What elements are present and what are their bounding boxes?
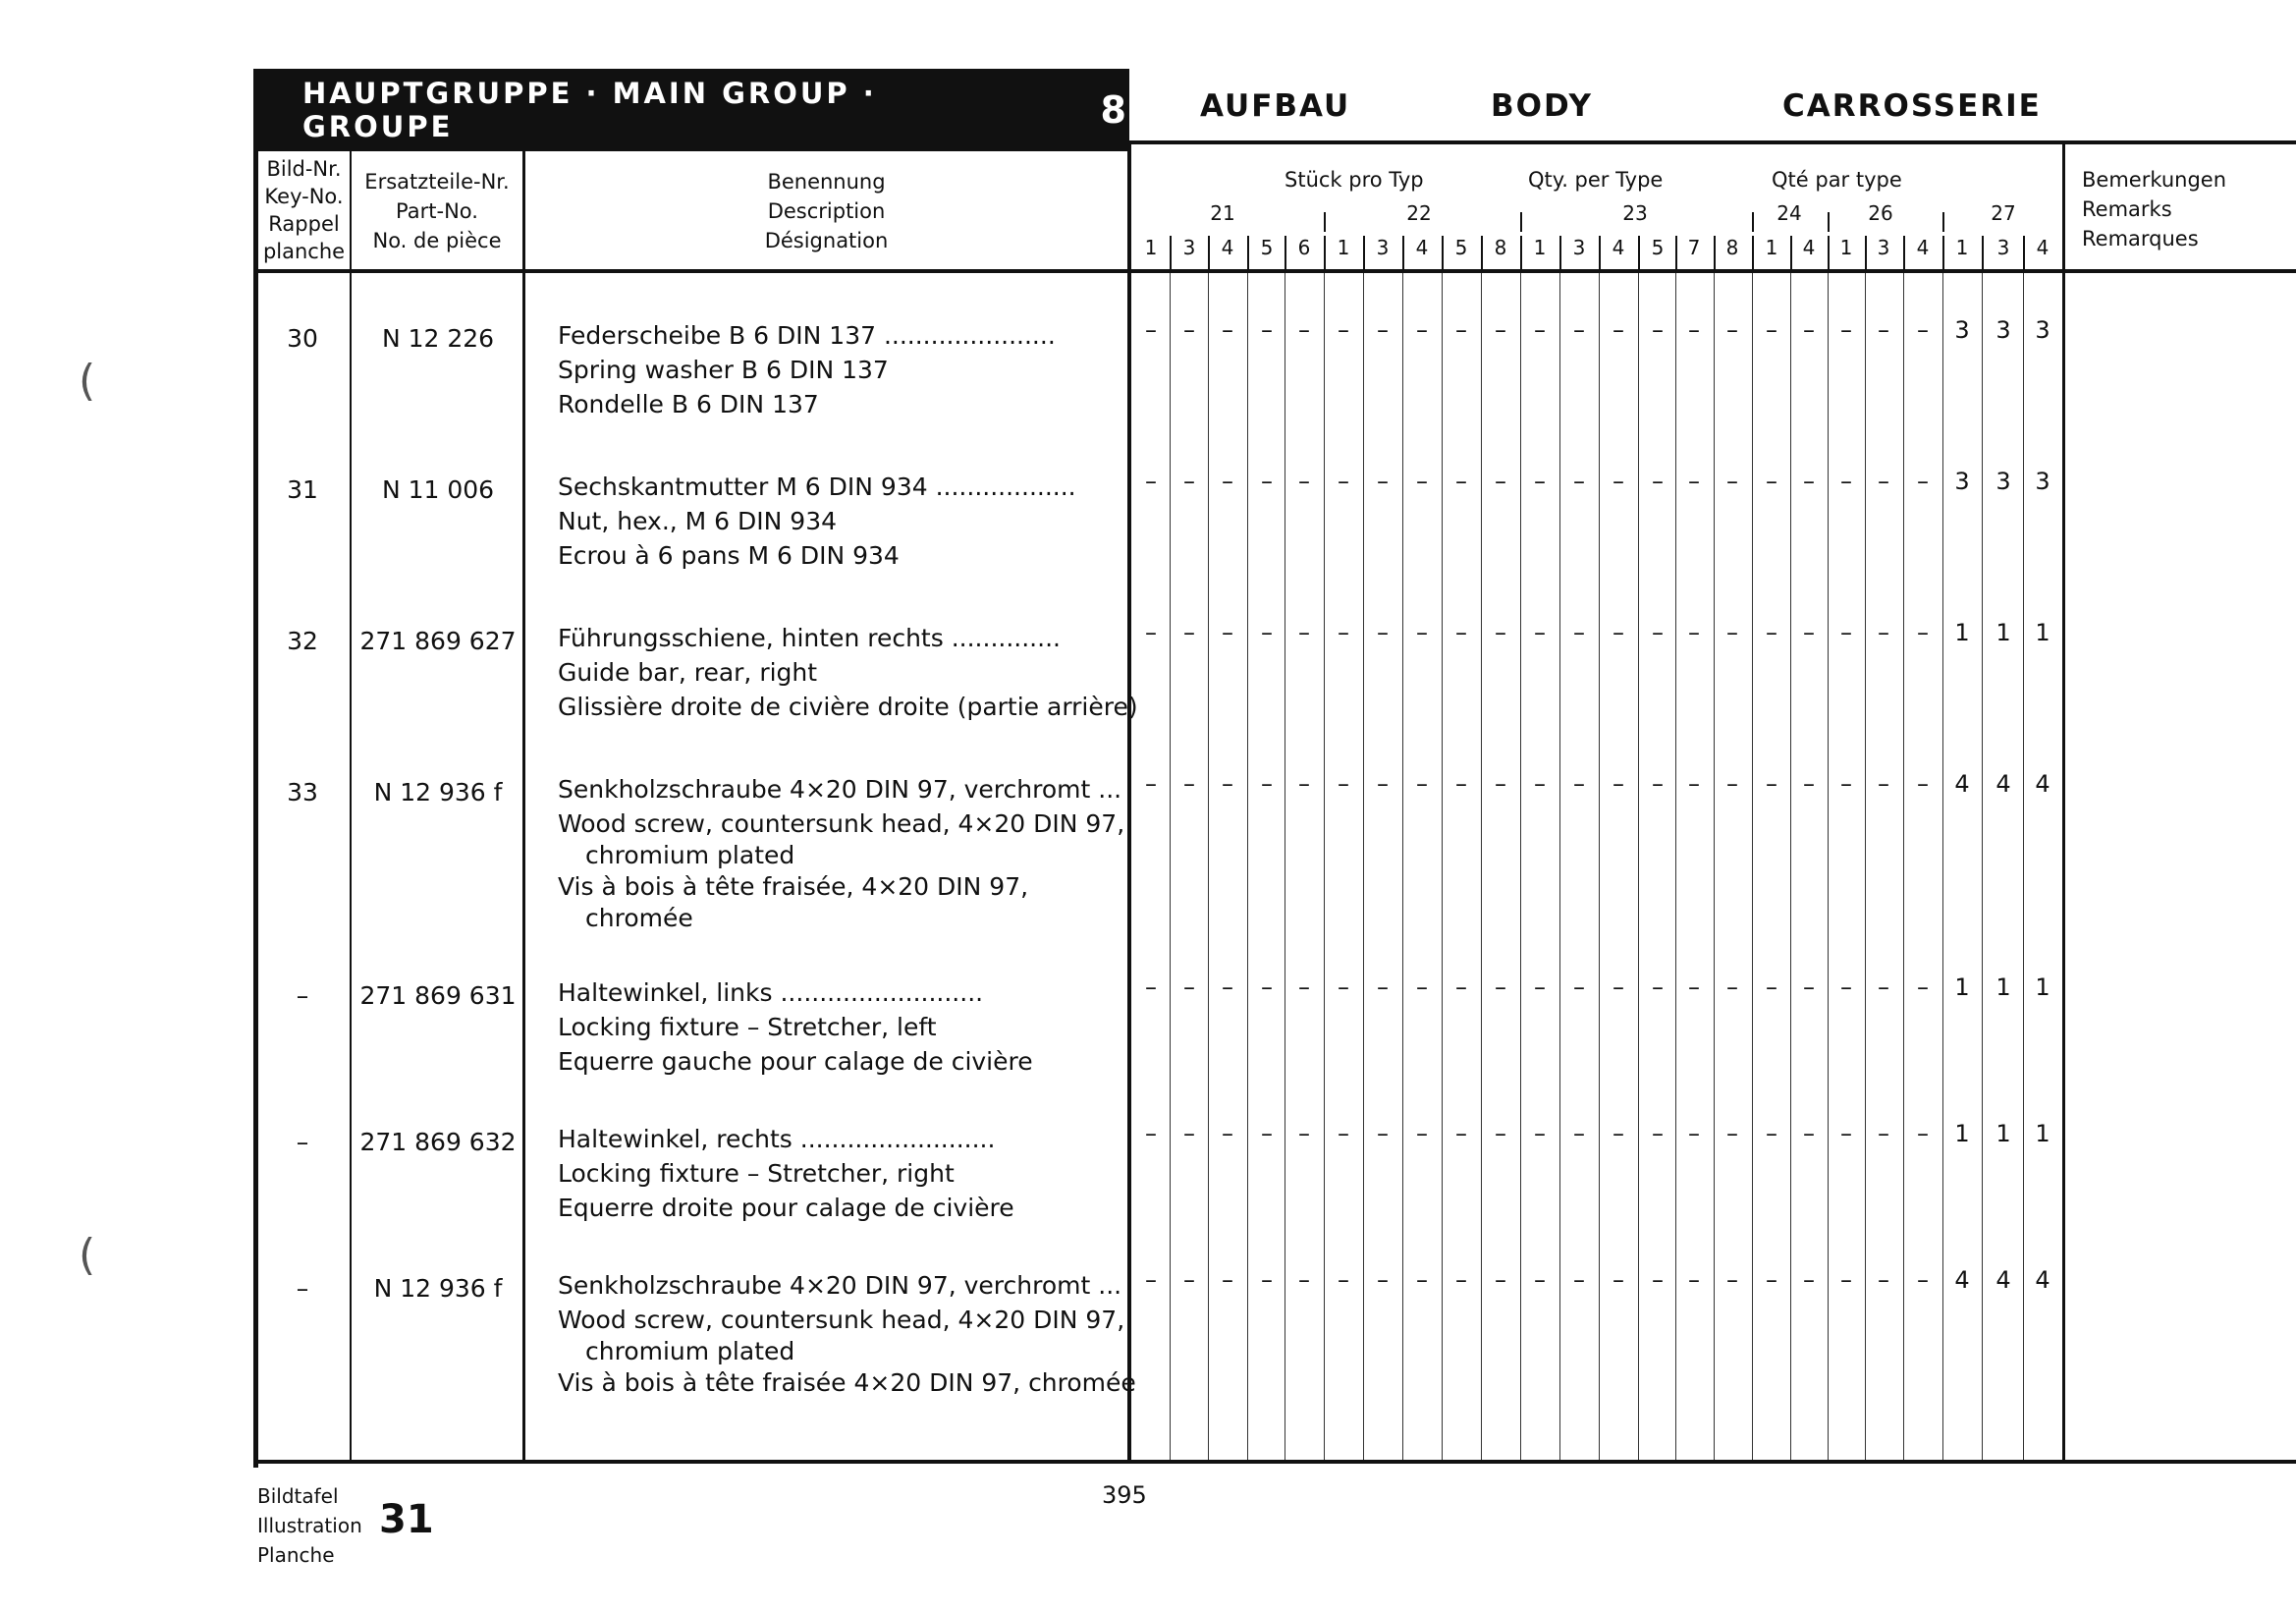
type-sub-rule <box>1208 236 1210 269</box>
quantity-dash: – <box>1261 1120 1273 1147</box>
quantity-dash: – <box>1455 770 1467 798</box>
part-number: N 12 936 f <box>373 778 503 806</box>
description-line: Nut, hex., M 6 DIN 934 <box>558 507 838 535</box>
quantity-dash: – <box>1298 619 1310 646</box>
quantity-dash: – <box>1338 619 1349 646</box>
quantity-dash: – <box>1726 1266 1738 1294</box>
header-bottom-rule <box>253 269 2296 273</box>
part-number: 271 869 627 <box>359 627 517 655</box>
quantity-dash: – <box>1726 316 1738 344</box>
type-sub-label: 5 <box>1260 236 1274 259</box>
part-description <box>558 1122 1014 1225</box>
description-line: Spring washer B 6 DIN 137 <box>558 356 889 384</box>
table-bottom-rule <box>253 1460 2296 1464</box>
quantity-dash: – <box>1298 468 1310 495</box>
section-title-en: BODY <box>1491 88 1593 124</box>
type-sub-rule <box>1170 236 1172 269</box>
quantity-dash: – <box>1726 973 1738 1001</box>
type-sub-label: 1 <box>1955 236 1969 259</box>
quantity-dash: – <box>1455 1266 1467 1294</box>
quantity-dash: – <box>1688 1266 1700 1294</box>
quantity-dash: – <box>1183 973 1195 1001</box>
quantity-dash: – <box>1183 468 1195 495</box>
part-description <box>558 772 1124 932</box>
quantity-dash: – <box>1338 1266 1349 1294</box>
quantity-dash: – <box>1145 316 1157 344</box>
qty-header-en: Qty. per Type <box>1528 168 1664 192</box>
page-number: 395 <box>1102 1481 1147 1509</box>
type-sub-label: 3 <box>1182 236 1196 259</box>
type-group-label: 23 <box>1622 201 1648 225</box>
quantity-dash: – <box>1878 619 1889 646</box>
description-line: Vis à bois à tête fraisée, 4×20 DIN 97, <box>558 872 1029 901</box>
type-sub-label: 3 <box>1376 236 1390 259</box>
quantity-dash: – <box>1377 468 1389 495</box>
quantity-dash: – <box>1766 316 1777 344</box>
key-number: – <box>296 1128 309 1156</box>
type-sub-rule <box>2023 236 2025 269</box>
description-line: Wood screw, countersunk head, 4×20 DIN 97, <box>558 809 1125 838</box>
quantity-dash: – <box>1495 1120 1506 1147</box>
type-sub-rule <box>1638 236 1640 269</box>
quantity-dash: – <box>1183 619 1195 646</box>
quantity-dash: – <box>1298 1120 1310 1147</box>
description-line: Rondelle B 6 DIN 137 <box>558 390 819 418</box>
section-title-fr: CARROSSERIE <box>1782 88 2042 124</box>
quantity-dash: – <box>1377 316 1389 344</box>
type-sub-label: 1 <box>1839 236 1853 259</box>
type-sub-rule <box>1324 236 1326 269</box>
quantity-dash: – <box>1917 973 1929 1001</box>
quantity-dash: – <box>1917 468 1929 495</box>
quantity-dash: – <box>1726 468 1738 495</box>
quantity-dash: – <box>1652 316 1664 344</box>
quantity-dash: – <box>1495 619 1506 646</box>
type-sub-rule <box>1481 236 1483 269</box>
type-sub-label: 5 <box>1454 236 1468 259</box>
quantity-dash: – <box>1145 1120 1157 1147</box>
quantity-dash: – <box>1338 1120 1349 1147</box>
quantity-dash: – <box>1803 468 1815 495</box>
quantity-dash: – <box>1261 770 1273 798</box>
qty-header-fr: Qté par type <box>1772 168 1902 192</box>
type-sub-rule <box>1714 236 1716 269</box>
quantity-dash: – <box>1416 1266 1428 1294</box>
punch-mark-bottom: ( <box>79 1230 96 1280</box>
quantity-dash: – <box>1917 1120 1929 1147</box>
type-sub-rule <box>1285 236 1286 269</box>
quantity-dash: – <box>1878 1120 1889 1147</box>
quantity-value: 3 <box>1995 316 2011 344</box>
quantity-dash: – <box>1613 1266 1624 1294</box>
quantity-value: 1 <box>1995 973 2011 1001</box>
quantity-dash: – <box>1652 468 1664 495</box>
quantity-dash: – <box>1183 1266 1195 1294</box>
desc-column-header: Benennung Description Désignation <box>764 170 889 252</box>
quantity-value: 3 <box>1954 468 1970 495</box>
type-sub-label: 3 <box>1877 236 1890 259</box>
quantity-dash: – <box>1803 316 1815 344</box>
quantity-dash: – <box>1455 619 1467 646</box>
quantity-dash: – <box>1613 770 1624 798</box>
quantity-value: 3 <box>1954 316 1970 344</box>
quantity-dash: – <box>1573 316 1585 344</box>
quantity-dash: – <box>1416 316 1428 344</box>
quantity-dash: – <box>1878 973 1889 1001</box>
quantity-dash: – <box>1222 468 1233 495</box>
quantity-dash: – <box>1917 770 1929 798</box>
quantity-dash: – <box>1455 468 1467 495</box>
type-sub-rule <box>1599 236 1601 269</box>
quantity-value: 3 <box>2035 316 2050 344</box>
quantity-dash: – <box>1766 770 1777 798</box>
quantity-dash: – <box>1534 770 1546 798</box>
part-description <box>558 470 1076 573</box>
description-line: Führungsschiene, hinten rechts .............. <box>558 624 1061 652</box>
quantity-dash: – <box>1183 1120 1195 1147</box>
quantity-value: 4 <box>2035 1266 2050 1294</box>
type-sub-label: 1 <box>1144 236 1158 259</box>
quantity-dash: – <box>1573 468 1585 495</box>
section-title-de: AUFBAU <box>1200 88 1351 124</box>
quantity-dash: – <box>1766 468 1777 495</box>
quantity-dash: – <box>1495 770 1506 798</box>
quantity-dash: – <box>1338 973 1349 1001</box>
quantity-dash: – <box>1878 770 1889 798</box>
quantity-dash: – <box>1416 1120 1428 1147</box>
quantity-dash: – <box>1222 619 1233 646</box>
quantity-dash: – <box>1534 619 1546 646</box>
quantity-value: 1 <box>1954 619 1970 646</box>
type-group-tick <box>1520 212 1522 232</box>
type-sub-label: 3 <box>1572 236 1586 259</box>
description-line: Ecrou à 6 pans M 6 DIN 934 <box>558 541 900 570</box>
quantity-value: 4 <box>1954 770 1970 798</box>
quantity-dash: – <box>1261 468 1273 495</box>
quantity-dash: – <box>1377 619 1389 646</box>
type-sub-label: 1 <box>1765 236 1778 259</box>
quantity-dash: – <box>1261 619 1273 646</box>
main-group-banner <box>253 69 1129 151</box>
type-sub-label: 6 <box>1297 236 1311 259</box>
quantity-dash: – <box>1495 468 1506 495</box>
description-line: chromée <box>585 904 693 932</box>
key-number: 33 <box>287 778 318 806</box>
type-sub-label: 1 <box>1337 236 1350 259</box>
quantity-dash: – <box>1766 973 1777 1001</box>
quantity-dash: – <box>1766 1266 1777 1294</box>
type-sub-rule <box>1828 236 1830 269</box>
quantity-dash: – <box>1534 1120 1546 1147</box>
part-description <box>558 621 1138 724</box>
quantity-dash: – <box>1613 1120 1624 1147</box>
description-line: Haltewinkel, links .......................... <box>558 978 984 1007</box>
quantity-value: 1 <box>1954 973 1970 1001</box>
type-sub-label: 5 <box>1651 236 1665 259</box>
quantity-dash: – <box>1878 316 1889 344</box>
quantity-dash: – <box>1261 973 1273 1001</box>
type-sub-rule <box>1247 236 1249 269</box>
quantity-dash: – <box>1652 973 1664 1001</box>
quantity-value: 1 <box>2035 1120 2050 1147</box>
part-description <box>558 975 1033 1079</box>
type-sub-label: 4 <box>1221 236 1234 259</box>
quantity-dash: – <box>1145 973 1157 1001</box>
key-number: 32 <box>287 627 318 655</box>
type-group-label: 26 <box>1868 201 1893 225</box>
quantity-dash: – <box>1416 619 1428 646</box>
type-sub-label: 3 <box>1996 236 2010 259</box>
description-line: Wood screw, countersunk head, 4×20 DIN 97, <box>558 1306 1125 1334</box>
quantity-value: 1 <box>1995 1120 2011 1147</box>
left-border <box>253 151 258 1468</box>
quantity-dash: – <box>1803 973 1815 1001</box>
type-sub-label: 4 <box>1802 236 1816 259</box>
quantity-dash: – <box>1416 770 1428 798</box>
quantity-dash: – <box>1377 1120 1389 1147</box>
part-number: N 12 936 f <box>373 1274 503 1303</box>
quantity-dash: – <box>1803 1266 1815 1294</box>
quantity-dash: – <box>1573 1266 1585 1294</box>
quantity-value: 4 <box>1995 1266 2011 1294</box>
quantity-dash: – <box>1455 316 1467 344</box>
type-column-rule <box>1982 273 1983 1460</box>
type-sub-label: 4 <box>1916 236 1930 259</box>
quantity-dash: – <box>1766 1120 1777 1147</box>
quantity-dash: – <box>1652 619 1664 646</box>
quantity-dash: – <box>1377 973 1389 1001</box>
description-line: Glissière droite de civière droite (partie arrière) <box>558 693 1138 721</box>
description-line: Vis à bois à tête fraisée 4×20 DIN 97, chromée <box>558 1368 1136 1397</box>
type-group-label: 24 <box>1777 201 1802 225</box>
description-line: chromium plated <box>585 841 795 869</box>
type-sub-rule <box>1675 236 1677 269</box>
type-sub-rule <box>1363 236 1365 269</box>
type-sub-rule <box>1790 236 1792 269</box>
quantity-dash: – <box>1726 1120 1738 1147</box>
quantity-dash: – <box>1613 468 1624 495</box>
quantity-dash: – <box>1803 770 1815 798</box>
type-group-label: 21 <box>1210 201 1235 225</box>
description-line: Haltewinkel, rechts ......................... <box>558 1125 996 1153</box>
quantity-dash: – <box>1298 1266 1310 1294</box>
quantity-dash: – <box>1145 468 1157 495</box>
quantity-dash: – <box>1534 316 1546 344</box>
quantity-dash: – <box>1613 973 1624 1001</box>
quantity-dash: – <box>1688 468 1700 495</box>
quantity-dash: – <box>1688 1120 1700 1147</box>
illustration-plate-number: 31 <box>379 1497 434 1542</box>
type-sub-rule <box>1520 236 1522 269</box>
type-group-label: 22 <box>1406 201 1432 225</box>
type-sub-rule <box>1982 236 1984 269</box>
quantity-dash: – <box>1222 770 1233 798</box>
part-description <box>558 1268 1136 1400</box>
quantity-dash: – <box>1416 973 1428 1001</box>
quantity-value: 1 <box>1954 1120 1970 1147</box>
quantity-dash: – <box>1534 468 1546 495</box>
quantity-dash: – <box>1573 973 1585 1001</box>
quantity-dash: – <box>1766 619 1777 646</box>
description-line: Sechskantmutter M 6 DIN 934 .................. <box>558 473 1076 501</box>
quantity-dash: – <box>1917 619 1929 646</box>
type-sub-rule <box>1559 236 1561 269</box>
description-line: Senkholzschraube 4×20 DIN 97, verchromt ... <box>558 775 1122 804</box>
quantity-dash: – <box>1145 770 1157 798</box>
part-number: 271 869 631 <box>359 981 517 1010</box>
quantity-dash: – <box>1840 973 1852 1001</box>
quantity-dash: – <box>1534 1266 1546 1294</box>
description-line: Locking fixture – Stretcher, left <box>558 1013 937 1041</box>
quantity-dash: – <box>1495 1266 1506 1294</box>
illustration-label: Bildtafel Illustration Planche <box>257 1484 362 1567</box>
quantity-dash: – <box>1222 1266 1233 1294</box>
quantity-value: 1 <box>2035 619 2050 646</box>
remarks-column-header: Bemerkungen Remarks Remarques <box>2082 168 2227 250</box>
quantity-value: 4 <box>1954 1266 1970 1294</box>
quantity-dash: – <box>1145 1266 1157 1294</box>
quantity-dash: – <box>1377 1266 1389 1294</box>
part-number: 271 869 632 <box>359 1128 517 1156</box>
quantity-dash: – <box>1840 1266 1852 1294</box>
description-line: Federscheibe B 6 DIN 137 ...................... <box>558 321 1056 350</box>
quantity-dash: – <box>1534 973 1546 1001</box>
description-line: Senkholzschraube 4×20 DIN 97, verchromt ... <box>558 1271 1122 1300</box>
quantity-dash: – <box>1455 1120 1467 1147</box>
quantity-dash: – <box>1840 619 1852 646</box>
quantity-dash: – <box>1222 1120 1233 1147</box>
part-number: N 11 006 <box>381 475 495 504</box>
quantity-dash: – <box>1803 1120 1815 1147</box>
quantity-dash: – <box>1222 316 1233 344</box>
description-line: Equerre gauche pour calage de civière <box>558 1047 1033 1076</box>
quantity-value: 1 <box>1995 619 2011 646</box>
quantity-dash: – <box>1183 770 1195 798</box>
quantity-dash: – <box>1573 770 1585 798</box>
quantity-dash: – <box>1613 316 1624 344</box>
quantity-dash: – <box>1688 316 1700 344</box>
type-sub-label: 8 <box>1725 236 1739 259</box>
quantity-dash: – <box>1298 770 1310 798</box>
key-number: 31 <box>287 475 318 504</box>
key-number: – <box>296 981 309 1010</box>
type-group-tick <box>1828 212 1830 232</box>
quantity-dash: – <box>1145 619 1157 646</box>
type-group-label: 27 <box>1991 201 2016 225</box>
quantity-dash: – <box>1495 316 1506 344</box>
type-sub-label: 7 <box>1687 236 1701 259</box>
type-sub-rule <box>1442 236 1444 269</box>
quantity-value: 4 <box>2035 770 2050 798</box>
quantity-value: 1 <box>2035 973 2050 1001</box>
type-group-tick <box>1324 212 1326 232</box>
key-number: – <box>296 1274 309 1303</box>
quantity-dash: – <box>1726 619 1738 646</box>
quantity-dash: – <box>1338 770 1349 798</box>
quantity-dash: – <box>1652 1266 1664 1294</box>
main-group-title: HAUPTGRUPPE · MAIN GROUP · GROUPE <box>302 77 877 143</box>
quantity-dash: – <box>1338 468 1349 495</box>
quantity-dash: – <box>1261 316 1273 344</box>
main-group-number: 8 <box>1100 88 1129 132</box>
type-sub-rule <box>1402 236 1404 269</box>
description-line: Equerre droite pour calage de civière <box>558 1194 1014 1222</box>
quantity-dash: – <box>1688 619 1700 646</box>
quantity-dash: – <box>1917 1266 1929 1294</box>
quantity-dash: – <box>1416 468 1428 495</box>
quantity-dash: – <box>1377 770 1389 798</box>
description-line: chromium plated <box>585 1337 795 1365</box>
part-description <box>558 318 1056 421</box>
quantity-dash: – <box>1840 316 1852 344</box>
part-number: N 12 226 <box>381 324 495 353</box>
description-line: Guide bar, rear, right <box>558 658 818 687</box>
description-line: Locking fixture – Stretcher, right <box>558 1159 955 1188</box>
key-number: 30 <box>287 324 318 353</box>
type-sub-rule <box>1865 236 1867 269</box>
quantity-dash: – <box>1573 1120 1585 1147</box>
quantity-value: 3 <box>2035 468 2050 495</box>
quantity-dash: – <box>1652 1120 1664 1147</box>
type-sub-rule <box>1752 236 1754 269</box>
type-sub-rule <box>1903 236 1905 269</box>
quantity-dash: – <box>1338 316 1349 344</box>
quantity-dash: – <box>1183 316 1195 344</box>
type-sub-label: 4 <box>1415 236 1429 259</box>
quantity-dash: – <box>1688 973 1700 1001</box>
type-group-tick <box>1942 212 1944 232</box>
remarks-column-rule <box>2062 140 2065 1464</box>
punch-mark-top: ( <box>79 356 96 406</box>
quantity-dash: – <box>1840 468 1852 495</box>
header-top-rule <box>1129 140 2296 144</box>
quantity-dash: – <box>1222 973 1233 1001</box>
type-sub-label: 4 <box>2036 236 2050 259</box>
quantity-dash: – <box>1878 468 1889 495</box>
quantity-value: 3 <box>1995 468 2011 495</box>
quantity-dash: – <box>1652 770 1664 798</box>
type-sub-label: 8 <box>1494 236 1507 259</box>
quantity-value: 4 <box>1995 770 2011 798</box>
quantity-dash: – <box>1261 1266 1273 1294</box>
type-group-tick <box>1752 212 1754 232</box>
quantity-dash: – <box>1573 619 1585 646</box>
part-column-header: Ersatzteile-Nr. Part-No. No. de pièce <box>364 170 510 252</box>
quantity-dash: – <box>1878 1266 1889 1294</box>
quantity-dash: – <box>1298 973 1310 1001</box>
quantity-dash: – <box>1803 619 1815 646</box>
quantity-dash: – <box>1840 770 1852 798</box>
quantity-dash: – <box>1688 770 1700 798</box>
quantity-dash: – <box>1613 619 1624 646</box>
quantity-dash: – <box>1455 973 1467 1001</box>
quantity-dash: – <box>1298 316 1310 344</box>
type-sub-label: 4 <box>1612 236 1625 259</box>
type-sub-rule <box>1942 236 1944 269</box>
quantity-dash: – <box>1726 770 1738 798</box>
quantity-dash: – <box>1917 316 1929 344</box>
qty-header-de: Stück pro Typ <box>1285 168 1424 192</box>
quantity-dash: – <box>1840 1120 1852 1147</box>
type-sub-label: 1 <box>1533 236 1547 259</box>
quantity-dash: – <box>1495 973 1506 1001</box>
key-column-header: Bild-Nr. Key-No. Rappel planche <box>262 157 346 263</box>
